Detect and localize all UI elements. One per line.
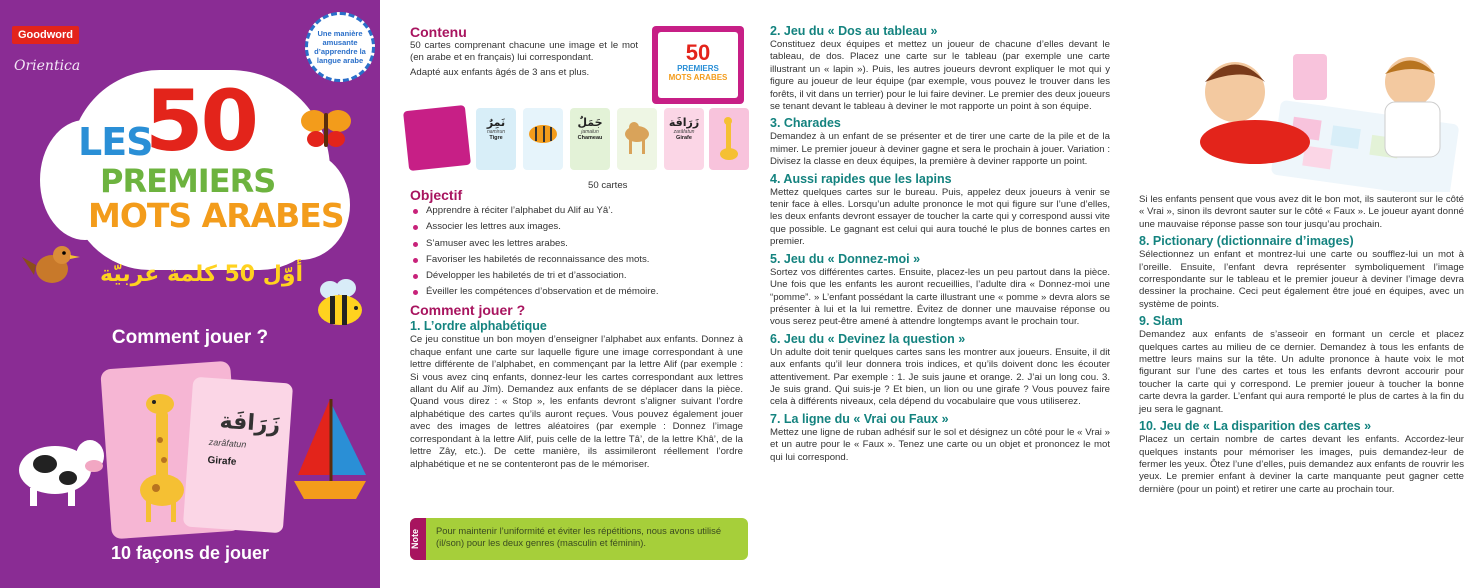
game-5-text: Sortez vos différentes cartes. Ensuite, placez-les un peu partout dans la pièce. Une fois que les enfants les auront recueillies, l’adulte dira « Donnez-moi une “pomme”. » L’enfant possédant la carte illustrant une « pomme » devra alors se présenter à lui et la lui remettre. Évitez de donner une mauvaise réponse ou vous serez peut-être amené à attendre longtemps avant le prochain tour.	[770, 266, 1110, 328]
game-5-title: 5. Jeu du « Donnez-moi »	[770, 251, 921, 266]
game-9-title: 9. Slam	[1139, 314, 1183, 329]
card-french-word: Girafe	[207, 454, 237, 468]
contenu-age: Adapté aux enfants âgés de 3 ans et plus.	[410, 66, 590, 78]
card-transliteration: zarâfatun	[208, 436, 247, 450]
list-item: Apprendre à réciter l’alphabet du Alif au Yâ’.	[410, 205, 743, 217]
game-7-title: 7. La ligne du « Vrai ou Faux »	[770, 411, 949, 426]
game-4-text: Mettez quelques cartes sur le bureau. Puis, appelez deux joueurs à venir se tenir face à elles. Lorsqu’un adulte prononce le mot qui figure sur l’une d’elles, les deux enfants devront essayer de toucher la carte qui y correspond aussi vite que possible. Le gagnant est celui qui aura touché le plus de bonnes cartes en premier.	[770, 186, 1110, 248]
contenu-text: 50 cartes comprenant chacune une image et le mot (en arabe et en français) lui correspondant.	[410, 40, 638, 64]
list-item: Favoriser les habiletés de reconnaissance des mots.	[410, 254, 743, 266]
card-arabic-word: زَرَافَة	[218, 408, 282, 438]
column-3	[1139, 194, 1464, 496]
game-1-title: 1. L’ordre alphabétique	[410, 319, 547, 334]
list-item: Associer les lettres aux images.	[410, 221, 743, 233]
game-box-image: 50 PREMIERS MOTS ARABES	[652, 26, 744, 104]
card-giraffe: زَرَافَة zarâfatun Girafe	[664, 108, 704, 170]
column-2	[770, 24, 1110, 464]
how-to-play-heading: Comment jouer ?	[111, 327, 269, 348]
title-50: 50	[145, 72, 256, 170]
card-camel: جَمَلٌ jamalun Chameau	[570, 108, 610, 170]
note-box	[410, 518, 748, 560]
game-2-text: Constituez deux équipes et mettez un joueur de chacune d’elles devant le tableau, de dos. Placez une carte sur le tableau (par exemple une carte illustrant un « lapin »). Puis, les autres joueurs devront expliquer le mot qui y figure au joueur de leur équipe (par exemple, vous pouvez le trouver dans les forêts, il vit dans un terrier) pour le lui faire deviner. Le premier des deux joueurs se tenant devant le tableau à deviner le mot rapporte un point à son équipe.	[770, 39, 1110, 113]
game-8-text: Sélectionnez un enfant et montrez-lui une carte ou soufflez-lui un mot à l’oreille. Ensuite, l’enfant devra représenter symboliquement l’image correspondante sur le tableau et le premier joueur à deviner l’image devra dessiner la prochaine. Ceci peut également être joué en équipes, avec un système de points.	[1139, 249, 1464, 310]
game-3-title: 3. Charades	[770, 116, 841, 131]
note-text: Pour maintenir l’uniformité et éviter les répétitions, nous avons utilisé (il/son) pour les deux genres (masculin et féminin).	[436, 525, 722, 549]
bird-icon	[22, 235, 82, 295]
game-6-title: 6. Jeu du « Devinez la question »	[770, 331, 966, 346]
sailboat-icon	[290, 395, 370, 505]
column-1	[410, 24, 743, 471]
game-9-text: Demandez aux enfants de s’asseoir en formant un cercle et placez quelques cartes au milieu de ce dernier. Demandez à tous les enfants de mettre leurs mains sur la tête. Un adulte prononce à haute voix le mot figurant sur l’une des cartes et tous les enfants devront accourir pour toucher la carte qui y correspond. Le premier joueur à toucher la bonne carte devra la garder. L’enfant qui aura remporté le plus de cartes à la fin du jeu sera le gagnant.	[1139, 329, 1464, 415]
note-label: Note	[410, 518, 426, 560]
section-contenu-title: Contenu	[410, 24, 467, 40]
title-premiers: PREMIERS	[100, 162, 276, 200]
list-item: Éveiller les compétences d’observation et de mémoire.	[410, 286, 743, 298]
section-objectif-title: Objectif	[410, 187, 463, 204]
card-tiger: نَمِرٌ namirun Tigre	[476, 108, 516, 170]
cover-panel	[0, 0, 380, 588]
list-item: Développer les habiletés de tri et d’association.	[410, 270, 743, 282]
game-10-title: 10. Jeu de « La disparition des cartes »	[1139, 419, 1372, 434]
game-3-text: Demandez à un enfant de se présenter et de tirer une carte de la pile et de la mimer. Le premier joueur à deviner gagne et sera le prochain à jouer. Variation : Divisez la classe en deux équipes, la première à deviner rapporte un point.	[770, 131, 1110, 168]
game-7-continued-text: Si les enfants pensent que vous avez dit le bon mot, ils sauteront sur le côté « Vrai », sinon ils devront sauter sur le côté « Faux ». Le joueur ayant donné une mauvaise réponse passe son tour jusqu’au prochain.	[1139, 194, 1464, 230]
game-7-text: Mettez une ligne de ruban adhésif sur le sol et désignez un côté pour le « Vrai » et un autre pour le « Faux ». Tenez une carte ou un objet et prononcez le mot qui lui correspond.	[770, 426, 1110, 463]
game-10-text: Placez un certain nombre de cartes devant les enfants. Accordez-leur quelques instants pour mémoriser les images, puis demandez-leur de fermer les yeux. Ôtez l’une d’elles, puis demandez aux enfants de rouvrir les yeux. Le premier enfant à deviner la carte manquante peut gagner cette dernière (pour un point) et retirer une carte au prochain tour.	[1139, 434, 1464, 495]
title-arabic: أوّل 50 كلمة عربيّة	[100, 262, 304, 287]
game-2-title: 2. Jeu du « Dos au tableau »	[770, 24, 938, 38]
imprint-logo: Orientica	[14, 58, 81, 74]
title-les: LES	[78, 120, 153, 164]
children-playing-illustration	[1185, 42, 1465, 192]
tagline-badge: Une manière amusante d’apprendre la langue arabe	[305, 12, 375, 82]
ten-ways-heading: 10 façons de jouer	[110, 543, 270, 563]
section-comment-title: Comment jouer ?	[410, 302, 526, 319]
game-4-title: 4. Aussi rapides que les lapins	[770, 171, 952, 186]
cards-caption: 50 cartes	[588, 180, 628, 191]
game-1-text: Ce jeu constitue un bon moyen d’enseigner l’alphabet aux enfants. Donnez à chaque enfant une carte sur laquelle figure une image correspondant à une lettre différente de l’alphabet, en commençant par la lettre Alif (par exemple : Si vous avez cinq enfants, donnez-leur les cartes correspondant aux lettres allant du Alif au Jîm). Demandez aux enfants de se déplacer dans la pièce. Quand vous direz : « Stop », les enfants devront s’aligner suivant l’ordre alphabétique des cartes qu’ils auront reçues. Vous pouvez également jouer avec des images de lettres aléatoires (par exemple : Donnez l’image correspondant à la lettre Alif, puis celle de la lettre Tâ’, de la lettre Khâ’, de la lettre Zây, etc.). De cette manière, ils assimileront réellement l’ordre alphabétique et ne se contenteront pas de le mémoriser.	[410, 334, 743, 470]
game-8-title: 8. Pictionary (dictionnaire d’images)	[1139, 234, 1354, 249]
giraffe-card	[183, 377, 293, 534]
bee-icon	[310, 278, 372, 328]
objectif-list	[410, 205, 743, 298]
game-6-text: Un adulte doit tenir quelques cartes sans les montrer aux joueurs. Ensuite, il dit aux enfants qu’il leur donnera trois indices, et qu’ils doivent donc les écouter attentivement. Par exemple : 1. Je suis jaune et orange. 2. J’ai un long cou. 3. Je suis grand. Qui suis-je ? Et bien, un lion ou une girafe ? Vous pouvez faire cela à différents niveaux, cela dépend du vocabulaire que vous utiliserez.	[770, 346, 1110, 408]
cow-icon	[10, 420, 110, 510]
publisher-logo: Goodword	[12, 26, 79, 44]
title-mots-arabes: MOTS ARABES	[88, 196, 344, 235]
butterfly-icon	[300, 105, 352, 153]
list-item: S’amuser avec les lettres arabes.	[410, 238, 743, 250]
